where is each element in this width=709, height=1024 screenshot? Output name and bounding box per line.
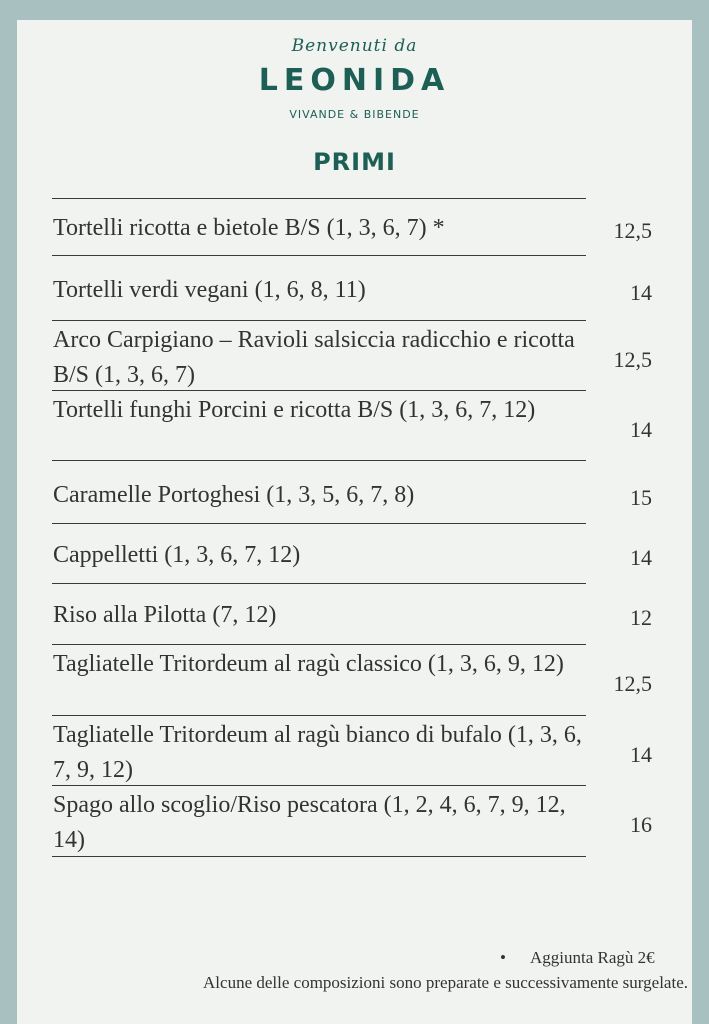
brand-logo-text: LEONIDA xyxy=(258,63,451,98)
divider xyxy=(52,583,586,584)
extra-note-text: Aggiunta Ragù 2€ xyxy=(530,948,655,967)
brand-tagline: VIVANDE & BIBENDE xyxy=(289,108,420,121)
menu-item-price: 15 xyxy=(630,485,652,510)
extra-note xyxy=(500,948,690,968)
divider xyxy=(52,460,586,461)
menu-item-name: Riso alla Pilotta (7, 12) xyxy=(53,602,277,628)
menu-item-price: 12,5 xyxy=(613,671,652,696)
menu-item-price: 12,5 xyxy=(613,347,652,372)
menu-item-price: 14 xyxy=(630,742,652,767)
divider xyxy=(52,320,586,321)
divider xyxy=(52,198,586,199)
divider xyxy=(52,523,586,524)
frozen-note: Alcune delle composizioni sono preparate e successivamente surgelate. xyxy=(203,973,688,992)
menu-item-price: 14 xyxy=(630,280,652,305)
divider xyxy=(52,715,586,716)
menu-item-name: Tagliatelle Tritordeum al ragù classico (1, 3, 6, 9, 12) xyxy=(53,651,564,677)
menu-item-name: Tortelli verdi vegani (1, 6, 8, 11) xyxy=(53,277,366,303)
menu-item-name: Tagliatelle Tritordeum al ragù bianco di bufalo (1, 3, 6, 7, 9, 12) xyxy=(53,722,582,783)
menu-item-price: 12,5 xyxy=(613,218,652,243)
menu-item-price: 16 xyxy=(630,812,652,837)
bullet-icon: • xyxy=(500,948,506,967)
section-title: PRIMI xyxy=(313,148,396,176)
menu-item-name: Tortelli ricotta e bietole B/S (1, 3, 6, 7) * xyxy=(53,215,445,241)
menu-item-name: Cappelletti (1, 3, 6, 7, 12) xyxy=(53,542,301,568)
menu-item-name: Spago allo scoglio/Riso pescatora (1, 2, 4, 6, 7, 9, 12, 14) xyxy=(53,792,566,853)
divider xyxy=(52,255,586,256)
menu-item-price: 14 xyxy=(630,545,652,570)
divider xyxy=(52,644,586,645)
menu-item-name: Tortelli funghi Porcini e ricotta B/S (1, 3, 6, 7, 12) xyxy=(53,397,536,423)
menu-item-name: Arco Carpigiano – Ravioli salsiccia radicchio e ricotta B/S (1, 3, 6, 7) xyxy=(53,327,575,388)
welcome-script: Benvenuti da xyxy=(291,36,418,56)
menu-item-name: Caramelle Portoghesi (1, 3, 5, 6, 7, 8) xyxy=(53,482,415,508)
menu-item-price: 14 xyxy=(630,417,652,442)
menu-item-price: 12 xyxy=(630,605,652,630)
